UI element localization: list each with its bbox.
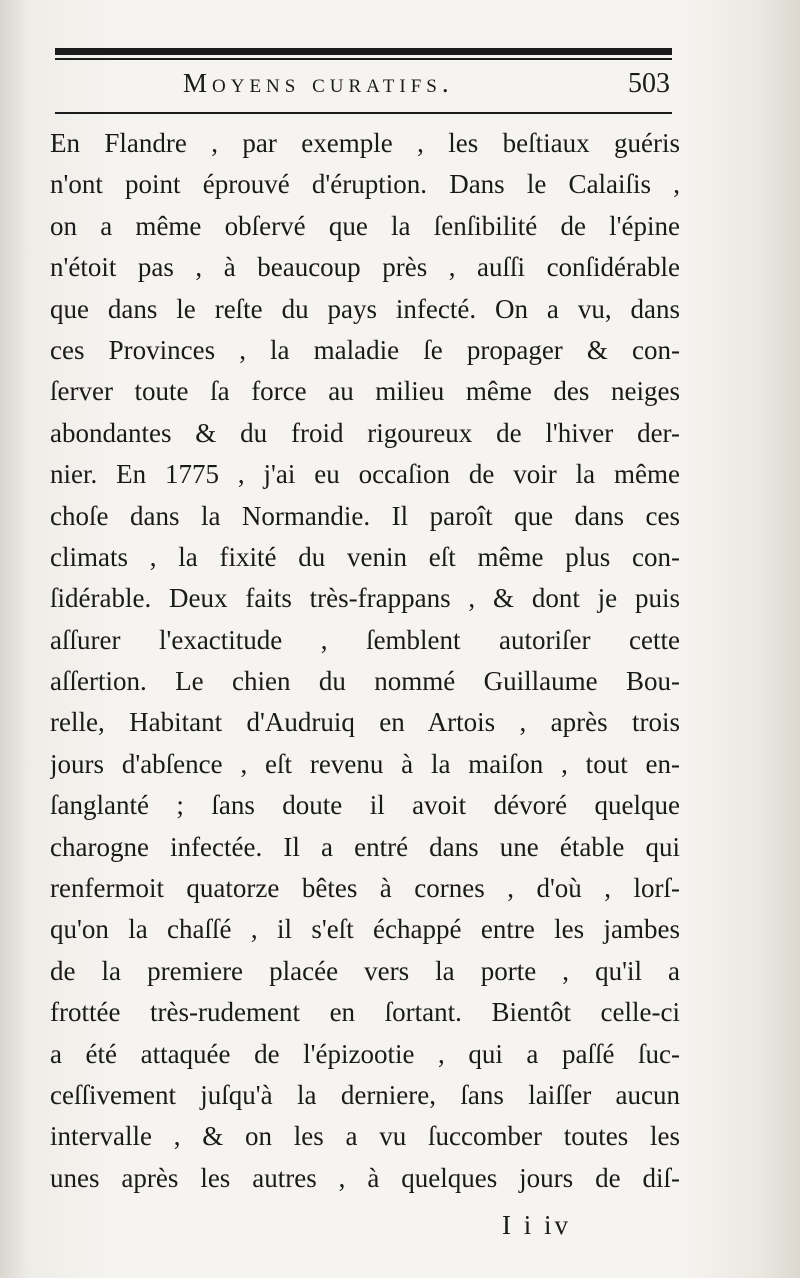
text-line: relle, Habitant d'Audruiq en Artois , après trois bbox=[50, 707, 680, 738]
text-line: En Flandre , par exemple , les beſtiaux guéris bbox=[50, 128, 680, 158]
running-title: Moyens curatifs. bbox=[183, 68, 454, 98]
top-rule-thick bbox=[55, 48, 672, 55]
text-line: qu'on la chaſſé , il s'eſt échappé entre les jambes bbox=[50, 914, 680, 945]
text-line: unes après les autres , à quelques jours de diſ- bbox=[50, 1162, 680, 1193]
page-header bbox=[55, 66, 672, 106]
text-line: que dans le reſte du pays infecté. On a vu, dans bbox=[50, 293, 680, 324]
text-line: intervalle , & on les a vu ſuccomber toutes les bbox=[50, 1121, 680, 1152]
body-text bbox=[50, 123, 680, 1199]
text-line: nier. En 1775 , j'ai eu occaſion de voir la même bbox=[50, 459, 680, 490]
text-line: climats , la fixité du venin eſt même plus con- bbox=[50, 541, 680, 572]
text-line: ſerver toute ſa force au milieu même des neiges bbox=[50, 376, 680, 407]
text-line: aſſertion. Le chien du nommé Guillaume Bou- bbox=[50, 666, 680, 697]
signature-mark: I i iv bbox=[502, 1210, 571, 1240]
top-rule-thin bbox=[55, 58, 672, 60]
text-line: choſe dans la Normandie. Il paroît que dans ces bbox=[50, 500, 680, 531]
text-line: n'étoit pas , à beaucoup près , auſſi conſidérable bbox=[50, 252, 680, 283]
page-number: 503 bbox=[628, 68, 670, 99]
text-line: abondantes & du froid rigoureux de l'hiver der- bbox=[50, 417, 680, 448]
text-line: n'ont point éprouvé d'éruption. Dans le Calaiſis , bbox=[50, 169, 680, 200]
text-line: on a même obſervé que la ſenſibilité de l'épine bbox=[50, 210, 680, 241]
text-line: charogne infectée. Il a entré dans une étable qui bbox=[50, 831, 680, 862]
text-line: a été attaquée de l'épizootie , qui a paſſé ſuc- bbox=[50, 1038, 680, 1069]
text-line: ſidérable. Deux faits très-frappans , & dont je puis bbox=[50, 583, 680, 614]
header-rule bbox=[55, 112, 672, 114]
text-line: renfermoit quatorze bêtes à cornes , d'où , lorſ- bbox=[50, 873, 680, 904]
text-line: ceſſivement juſqu'à la derniere, ſans laiſſer aucun bbox=[50, 1079, 680, 1110]
text-line: ces Provinces , la maladie ſe propager & con- bbox=[50, 334, 680, 365]
text-line: ſanglanté ; ſans doute il avoit dévoré quelque bbox=[50, 790, 680, 821]
text-line: frottée très-rudement en ſortant. Bientôt celle-ci bbox=[50, 997, 680, 1028]
text-line: de la premiere placée vers la porte , qu'il a bbox=[50, 955, 680, 986]
text-line: aſſurer l'exactitude , ſemblent autoriſer cette bbox=[50, 624, 680, 655]
text-line: jours d'abſence , eſt revenu à la maiſon , tout en- bbox=[50, 748, 680, 779]
